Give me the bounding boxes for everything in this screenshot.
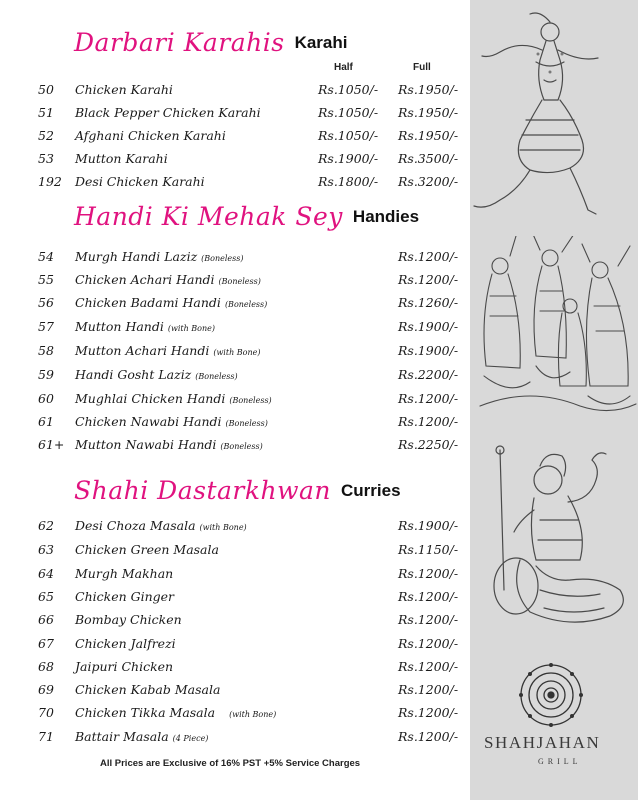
item-name: Handi Gosht Laziz (Boneless) [75,367,238,382]
item-note: (4 Piece) [172,734,209,743]
item-number: 53 [38,151,54,166]
item-number: 192 [38,174,62,189]
menu-item [0,542,470,564]
section-tag: Karahi [294,33,348,52]
menu-item [0,105,470,127]
price-full: Rs.3500/- [398,151,459,166]
item-number: 57 [38,319,54,334]
item-name: Murgh Handi Laziz (Boneless) [75,249,244,264]
section-curries-header [74,476,401,505]
column-full-label: Full [413,62,431,73]
menu-item [0,249,470,271]
item-number: 62 [38,518,54,533]
item-note: (with Bone) [167,324,215,333]
menu-item [0,367,470,389]
item-number: 70 [38,705,54,720]
price-full: Rs.3200/- [398,174,459,189]
item-note: (Boneless) [225,419,268,428]
menu-item [0,82,470,104]
item-number: 64 [38,566,54,581]
menu-item [0,391,470,413]
menu-item [0,414,470,436]
item-name: Murgh Makhan [75,566,174,581]
price: Rs.1900/- [398,343,459,358]
item-note: (with Bone) [213,348,261,357]
item-name: Chicken Kabab Masala [75,682,221,697]
item-number: 50 [38,82,54,97]
item-number: 59 [38,367,54,382]
item-number: 58 [38,343,54,358]
price-half: Rs.1800/- [318,174,379,189]
item-note: (Boneless) [201,254,244,263]
price: Rs.1200/- [398,682,459,697]
price: Rs.1150/- [398,542,459,557]
price-half: Rs.1900/- [318,151,379,166]
item-name: Chicken Tikka Masala (with Bone) [75,705,277,720]
item-note: (Boneless) [224,300,268,309]
price: Rs.1200/- [398,272,459,287]
item-number: 69 [38,682,54,697]
item-number: 54 [38,249,54,264]
price: Rs.1900/- [398,518,459,533]
section-handies-header [74,202,419,231]
price: Rs.1200/- [398,249,459,264]
price-full: Rs.1950/- [398,82,459,97]
price: Rs.1900/- [398,319,459,334]
item-number: 52 [38,128,54,143]
item-number: 60 [38,391,54,406]
musician-illustration [470,440,638,640]
section-title: Shahi Dastarkhwan [74,476,332,505]
brand-subtitle: GRILL [538,757,582,766]
dancer-illustration [470,0,638,230]
item-number: 68 [38,659,54,674]
price: Rs.1200/- [398,729,459,744]
section-title: Darbari Karahis [74,28,285,57]
section-title: Handi Ki Mehak Sey [74,202,343,231]
price: Rs.1200/- [398,705,459,720]
price-half: Rs.1050/- [318,82,379,97]
menu-item [0,437,470,459]
price-full: Rs.1950/- [398,128,459,143]
menu-item [0,518,470,540]
item-note: (with Bone) [229,710,277,719]
item-note: (Boneless) [229,396,272,405]
item-number: 71 [38,729,54,744]
price: Rs.2250/- [398,437,459,452]
price: Rs.1200/- [398,414,459,429]
item-name: Chicken Badami Handi (Boneless) [75,295,268,310]
price: Rs.1260/- [398,295,459,310]
item-name: Chicken Jalfrezi [75,636,176,651]
section-karahi-header [74,28,348,57]
item-name: Chicken Green Masala [75,542,219,557]
menu-item [0,319,470,341]
menu-item [0,295,470,317]
item-name: Desi Chicken Karahi [75,174,205,189]
item-name: Chicken Ginger [75,589,175,604]
menu-item [0,174,470,196]
item-note: (Boneless) [218,277,261,286]
menu-item [0,566,470,588]
item-number: 51 [38,105,54,120]
item-number: 66 [38,612,54,627]
menu-item [0,589,470,611]
item-name: Battair Masala (4 Piece) [75,729,209,744]
item-name: Bombay Chicken [75,612,182,627]
item-number: 65 [38,589,54,604]
price: Rs.1200/- [398,659,459,674]
item-number: 56 [38,295,54,310]
item-name: Black Pepper Chicken Karahi [75,105,261,120]
menu-item [0,343,470,365]
item-name: Mutton Karahi [75,151,168,166]
price-half: Rs.1050/- [318,105,379,120]
price: Rs.1200/- [398,636,459,651]
item-name: Chicken Nawabi Handi (Boneless) [75,414,268,429]
item-name: Jaipuri Chicken [75,659,174,674]
illustration-panel [470,0,638,800]
price: Rs.2200/- [398,367,459,382]
menu-item [0,682,470,704]
section-tag: Handies [352,207,420,226]
price: Rs.1200/- [398,566,459,581]
item-name: Desi Choza Masala (with Bone) [75,518,247,533]
item-name: Mughlai Chicken Handi (Boneless) [75,391,272,406]
item-note: (Boneless) [220,442,263,451]
menu-item [0,705,470,727]
menu-item [0,128,470,150]
item-number: 61+ [38,437,65,452]
menu-item [0,729,470,751]
item-note: (with Bone) [199,523,247,532]
menu-item [0,636,470,658]
item-name: Mutton Nawabi Handi (Boneless) [75,437,263,452]
item-name: Chicken Karahi [75,82,173,97]
price-half: Rs.1050/- [318,128,379,143]
item-name: Mutton Achari Handi (with Bone) [75,343,261,358]
item-note: (Boneless) [195,372,238,381]
item-name: Chicken Achari Handi (Boneless) [75,272,261,287]
item-number: 61 [38,414,54,429]
item-name: Mutton Handi (with Bone) [75,319,215,334]
mandala-logo-icon [516,660,586,730]
item-name: Afghani Chicken Karahi [75,128,226,143]
price: Rs.1200/- [398,391,459,406]
menu-item [0,659,470,681]
brand-name: SHAHJAHAN [484,733,601,752]
menu-item [0,612,470,634]
price-full: Rs.1950/- [398,105,459,120]
menu-item [0,272,470,294]
item-number: 67 [38,636,54,651]
item-number: 63 [38,542,54,557]
price: Rs.1200/- [398,589,459,604]
women-group-illustration [470,236,638,436]
menu-item [0,151,470,173]
price: Rs.1200/- [398,612,459,627]
item-number: 55 [38,272,54,287]
section-tag: Curries [341,481,401,500]
column-half-label: Half [334,62,353,73]
tax-footer-note: All Prices are Exclusive of 16% PST +5% Service Charges [100,758,361,769]
